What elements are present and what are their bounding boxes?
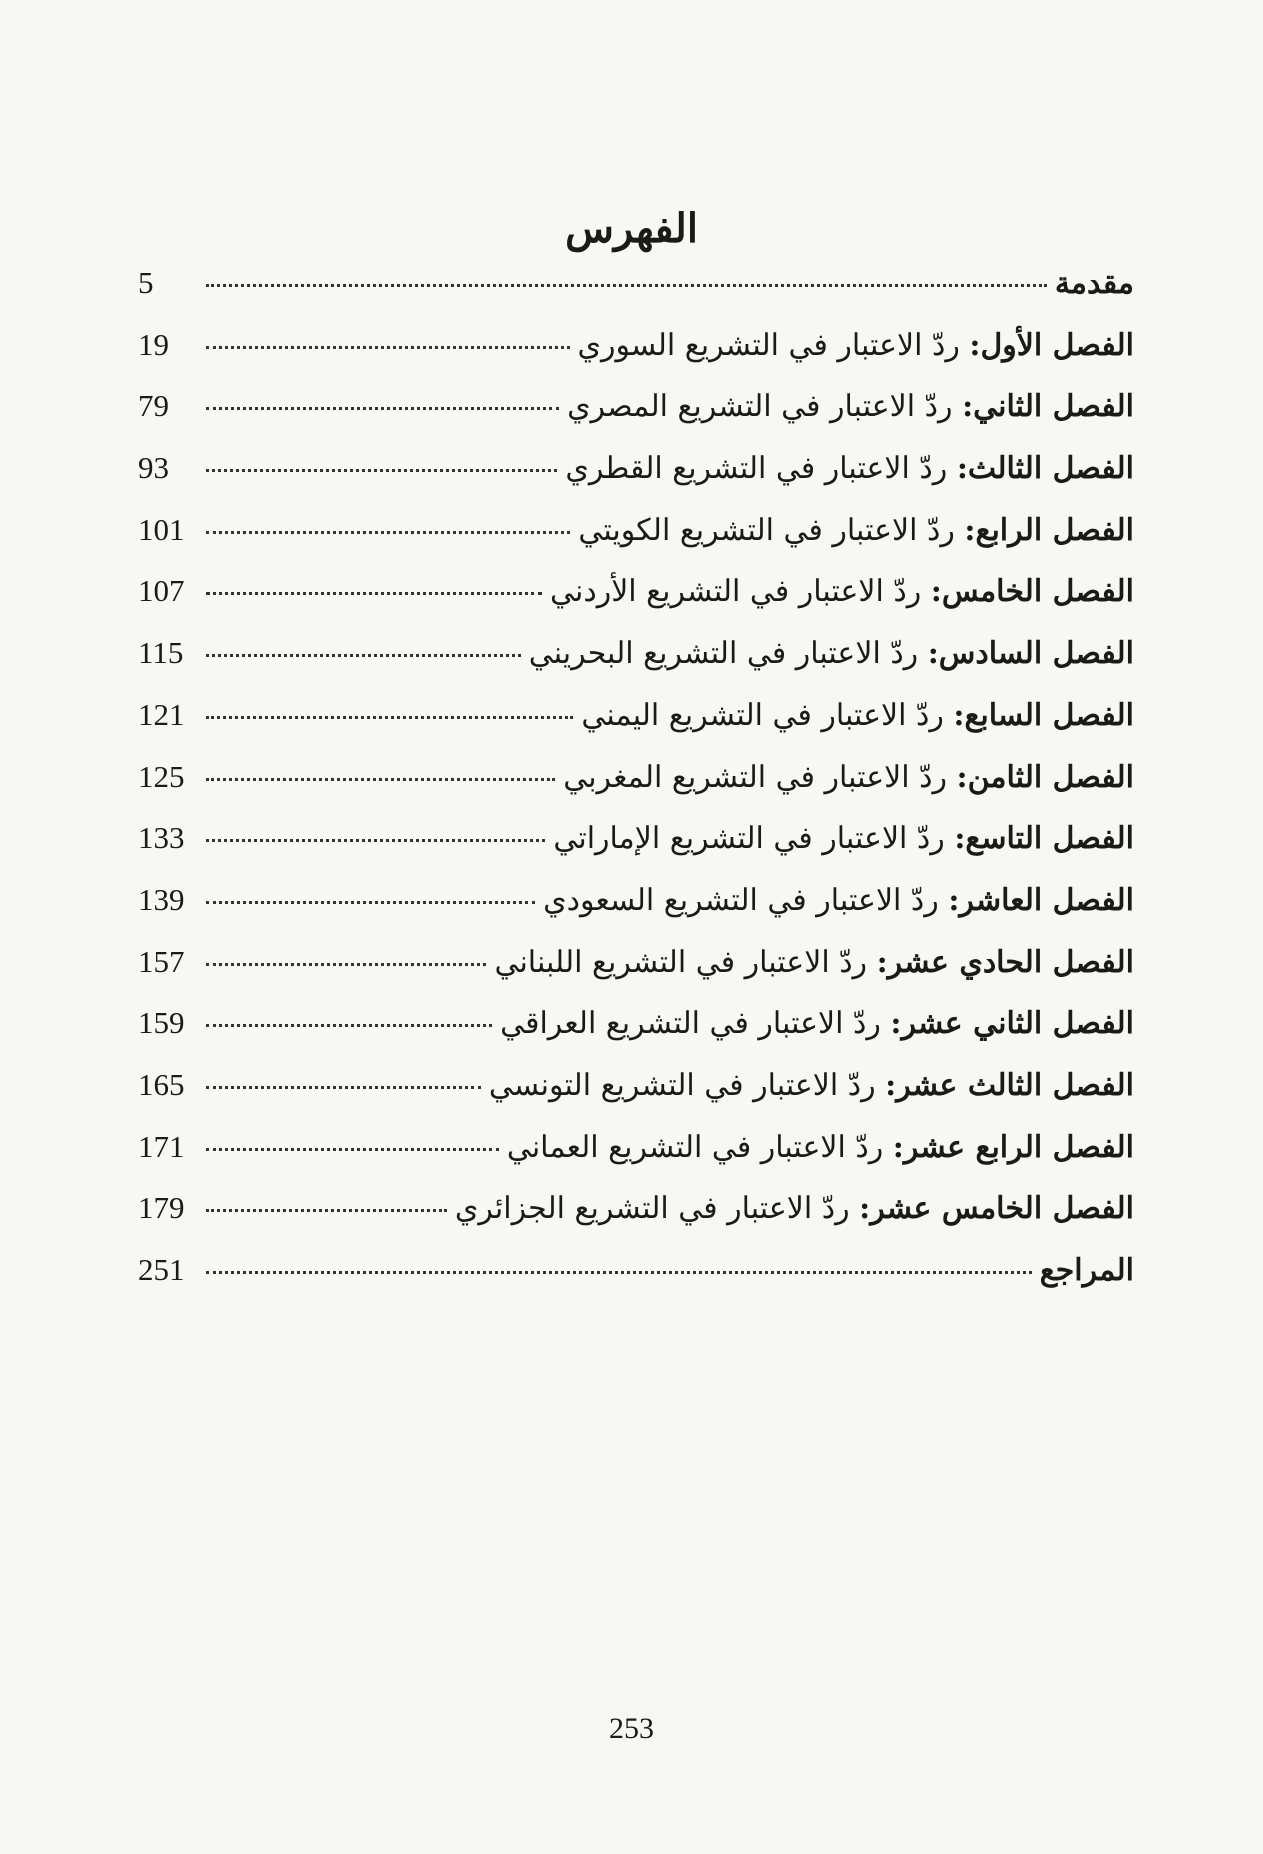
toc-entry-separator: : <box>964 512 976 548</box>
toc-entry-label: الفصل السابع <box>964 697 1134 733</box>
dot-leader <box>206 592 542 595</box>
toc-entry-subject: ردّ الاعتبار في التشريع المغربي <box>563 759 947 795</box>
toc-entry <box>138 820 1134 882</box>
toc-entry-text <box>529 636 1134 671</box>
toc-entry-text <box>500 1006 1134 1041</box>
toc-entry-text <box>507 1130 1134 1165</box>
toc-entry-subject: ردّ الاعتبار في التشريع الإماراتي <box>553 821 945 857</box>
toc-entry-text <box>565 451 1134 486</box>
toc-entry <box>138 327 1134 389</box>
toc-entry-separator: : <box>930 574 942 610</box>
toc-entry-label: الفصل التاسع <box>965 821 1134 857</box>
toc-entry-separator: : <box>956 451 968 487</box>
toc-entry-text <box>563 760 1134 795</box>
toc-entry-text <box>567 389 1134 424</box>
dot-leader <box>206 839 545 842</box>
toc-entry-page-number: 79 <box>138 388 169 424</box>
toc-entry-text <box>1055 266 1134 301</box>
toc-entry <box>138 573 1134 635</box>
toc-entry-page-number: 179 <box>138 1190 185 1226</box>
toc-entry-text <box>553 821 1134 856</box>
toc-entry <box>138 1129 1134 1191</box>
table-of-contents <box>138 265 1134 1314</box>
toc-entry-label: الفصل الثاني <box>973 389 1134 425</box>
toc-entry-page-number: 101 <box>138 511 185 547</box>
toc-entry-separator: : <box>948 882 960 918</box>
toc-entry-separator: : <box>876 944 888 980</box>
dot-leader <box>206 901 535 904</box>
toc-entry-label: الفصل السادس <box>938 636 1134 672</box>
toc-entry-text <box>1040 1253 1134 1288</box>
toc-entry-page-number: 133 <box>138 820 185 856</box>
dot-leader <box>206 1209 447 1212</box>
toc-entry-text <box>455 1191 1134 1226</box>
toc-entry-label: الفصل الثالث <box>967 451 1134 487</box>
toc-entry-page-number: 139 <box>138 881 185 917</box>
toc-entry-page-number: 159 <box>138 1005 185 1041</box>
page-title: الفهرس <box>565 205 698 252</box>
toc-entry-separator: : <box>962 389 974 425</box>
toc-entry-page-number: 19 <box>138 326 169 362</box>
toc-entry-subject: ردّ الاعتبار في التشريع اللبناني <box>494 944 868 980</box>
toc-entry-label: الفصل الخامس <box>941 574 1134 610</box>
toc-entry-text <box>581 698 1134 733</box>
page-number: 253 <box>609 1712 654 1745</box>
toc-entry-subject: ردّ الاعتبار في التشريع السعودي <box>543 882 939 918</box>
toc-entry-page-number: 165 <box>138 1066 185 1102</box>
toc-entry <box>138 1005 1134 1067</box>
dot-leader <box>206 1271 1032 1274</box>
toc-entry-page-number: 125 <box>138 758 185 794</box>
dot-leader <box>206 778 555 781</box>
toc-entry <box>138 388 1134 450</box>
dot-leader <box>206 1086 481 1089</box>
dot-leader <box>206 346 570 349</box>
toc-entry <box>138 1067 1134 1129</box>
toc-entry-label: الفصل الرابع <box>975 512 1134 548</box>
toc-entry-label: الفصل الثامن <box>967 759 1134 795</box>
toc-entry-label: الفصل الأول <box>980 327 1134 363</box>
toc-entry-subject: ردّ الاعتبار في التشريع المصري <box>567 389 953 425</box>
toc-entry-subject: ردّ الاعتبار في التشريع الأردني <box>550 574 922 610</box>
dot-leader <box>206 1148 499 1151</box>
toc-entry-subject: ردّ الاعتبار في التشريع العراقي <box>500 1006 881 1042</box>
toc-entry <box>138 1252 1134 1314</box>
toc-entry-page-number: 251 <box>138 1252 185 1287</box>
toc-entry-label: الفصل الرابع عشر <box>903 1129 1134 1165</box>
toc-entry-label: الفصل العاشر <box>959 882 1134 918</box>
toc-entry-text <box>543 883 1134 918</box>
dot-leader <box>206 407 559 410</box>
toc-entry-subject: ردّ الاعتبار في التشريع اليمني <box>581 697 944 733</box>
toc-entry-label: الفصل الخامس عشر <box>870 1191 1134 1227</box>
dot-leader <box>206 1024 492 1027</box>
toc-entry-label: المراجع <box>1039 1253 1134 1288</box>
dot-leader <box>206 284 1047 287</box>
dot-leader <box>206 716 573 719</box>
toc-entry-page-number: 115 <box>138 635 184 671</box>
toc-entry-separator: : <box>956 759 968 795</box>
toc-entry-text <box>489 1068 1134 1103</box>
toc-entry-page-number: 157 <box>138 943 185 979</box>
toc-entry-subject: ردّ الاعتبار في التشريع القطري <box>565 451 948 487</box>
toc-entry-text <box>578 513 1134 548</box>
toc-entry-page-number: 107 <box>138 573 185 609</box>
dot-leader <box>206 654 521 657</box>
toc-entry-subject: ردّ الاعتبار في التشريع البحريني <box>528 636 919 672</box>
dot-leader <box>206 469 557 472</box>
toc-entry-separator: : <box>969 327 981 363</box>
toc-entry-separator: : <box>954 821 966 857</box>
toc-entry-separator: : <box>859 1191 871 1227</box>
toc-entry-separator: : <box>953 697 965 733</box>
toc-entry-subject: ردّ الاعتبار في التشريع الجزائري <box>454 1191 850 1227</box>
toc-entry-subject: ردّ الاعتبار في التشريع الكويتي <box>578 512 955 548</box>
toc-entry-text <box>578 328 1134 363</box>
toc-entry-separator: : <box>890 1006 902 1042</box>
toc-entry-separator: : <box>885 1067 897 1103</box>
toc-entry-label: مقدمة <box>1054 266 1134 301</box>
dot-leader <box>206 963 486 966</box>
toc-entry <box>138 1190 1134 1252</box>
toc-entry <box>138 635 1134 697</box>
toc-entry-label: الفصل الثاني عشر <box>901 1006 1134 1042</box>
dot-leader <box>206 531 570 534</box>
toc-entry-subject: ردّ الاعتبار في التشريع التونسي <box>488 1067 876 1103</box>
toc-entry <box>138 882 1134 944</box>
toc-entry-separator: : <box>892 1129 904 1165</box>
toc-entry-subject: ردّ الاعتبار في التشريع السوري <box>577 327 960 363</box>
toc-entry-separator: : <box>927 636 939 672</box>
toc-entry <box>138 450 1134 512</box>
toc-entry-subject: ردّ الاعتبار في التشريع العماني <box>506 1129 884 1165</box>
toc-entry <box>138 265 1134 327</box>
toc-entry-label: الفصل الحادي عشر <box>887 944 1134 980</box>
toc-entry <box>138 697 1134 759</box>
toc-entry-label: الفصل الثالث عشر <box>896 1067 1134 1103</box>
toc-entry-page-number: 171 <box>138 1128 185 1164</box>
toc-entry-text <box>550 574 1134 609</box>
toc-entry-page-number: 5 <box>138 265 154 300</box>
toc-entry <box>138 944 1134 1006</box>
toc-entry <box>138 759 1134 821</box>
toc-entry-page-number: 121 <box>138 696 185 732</box>
toc-entry-text <box>494 945 1134 980</box>
toc-entry <box>138 512 1134 574</box>
toc-entry-page-number: 93 <box>138 450 169 486</box>
